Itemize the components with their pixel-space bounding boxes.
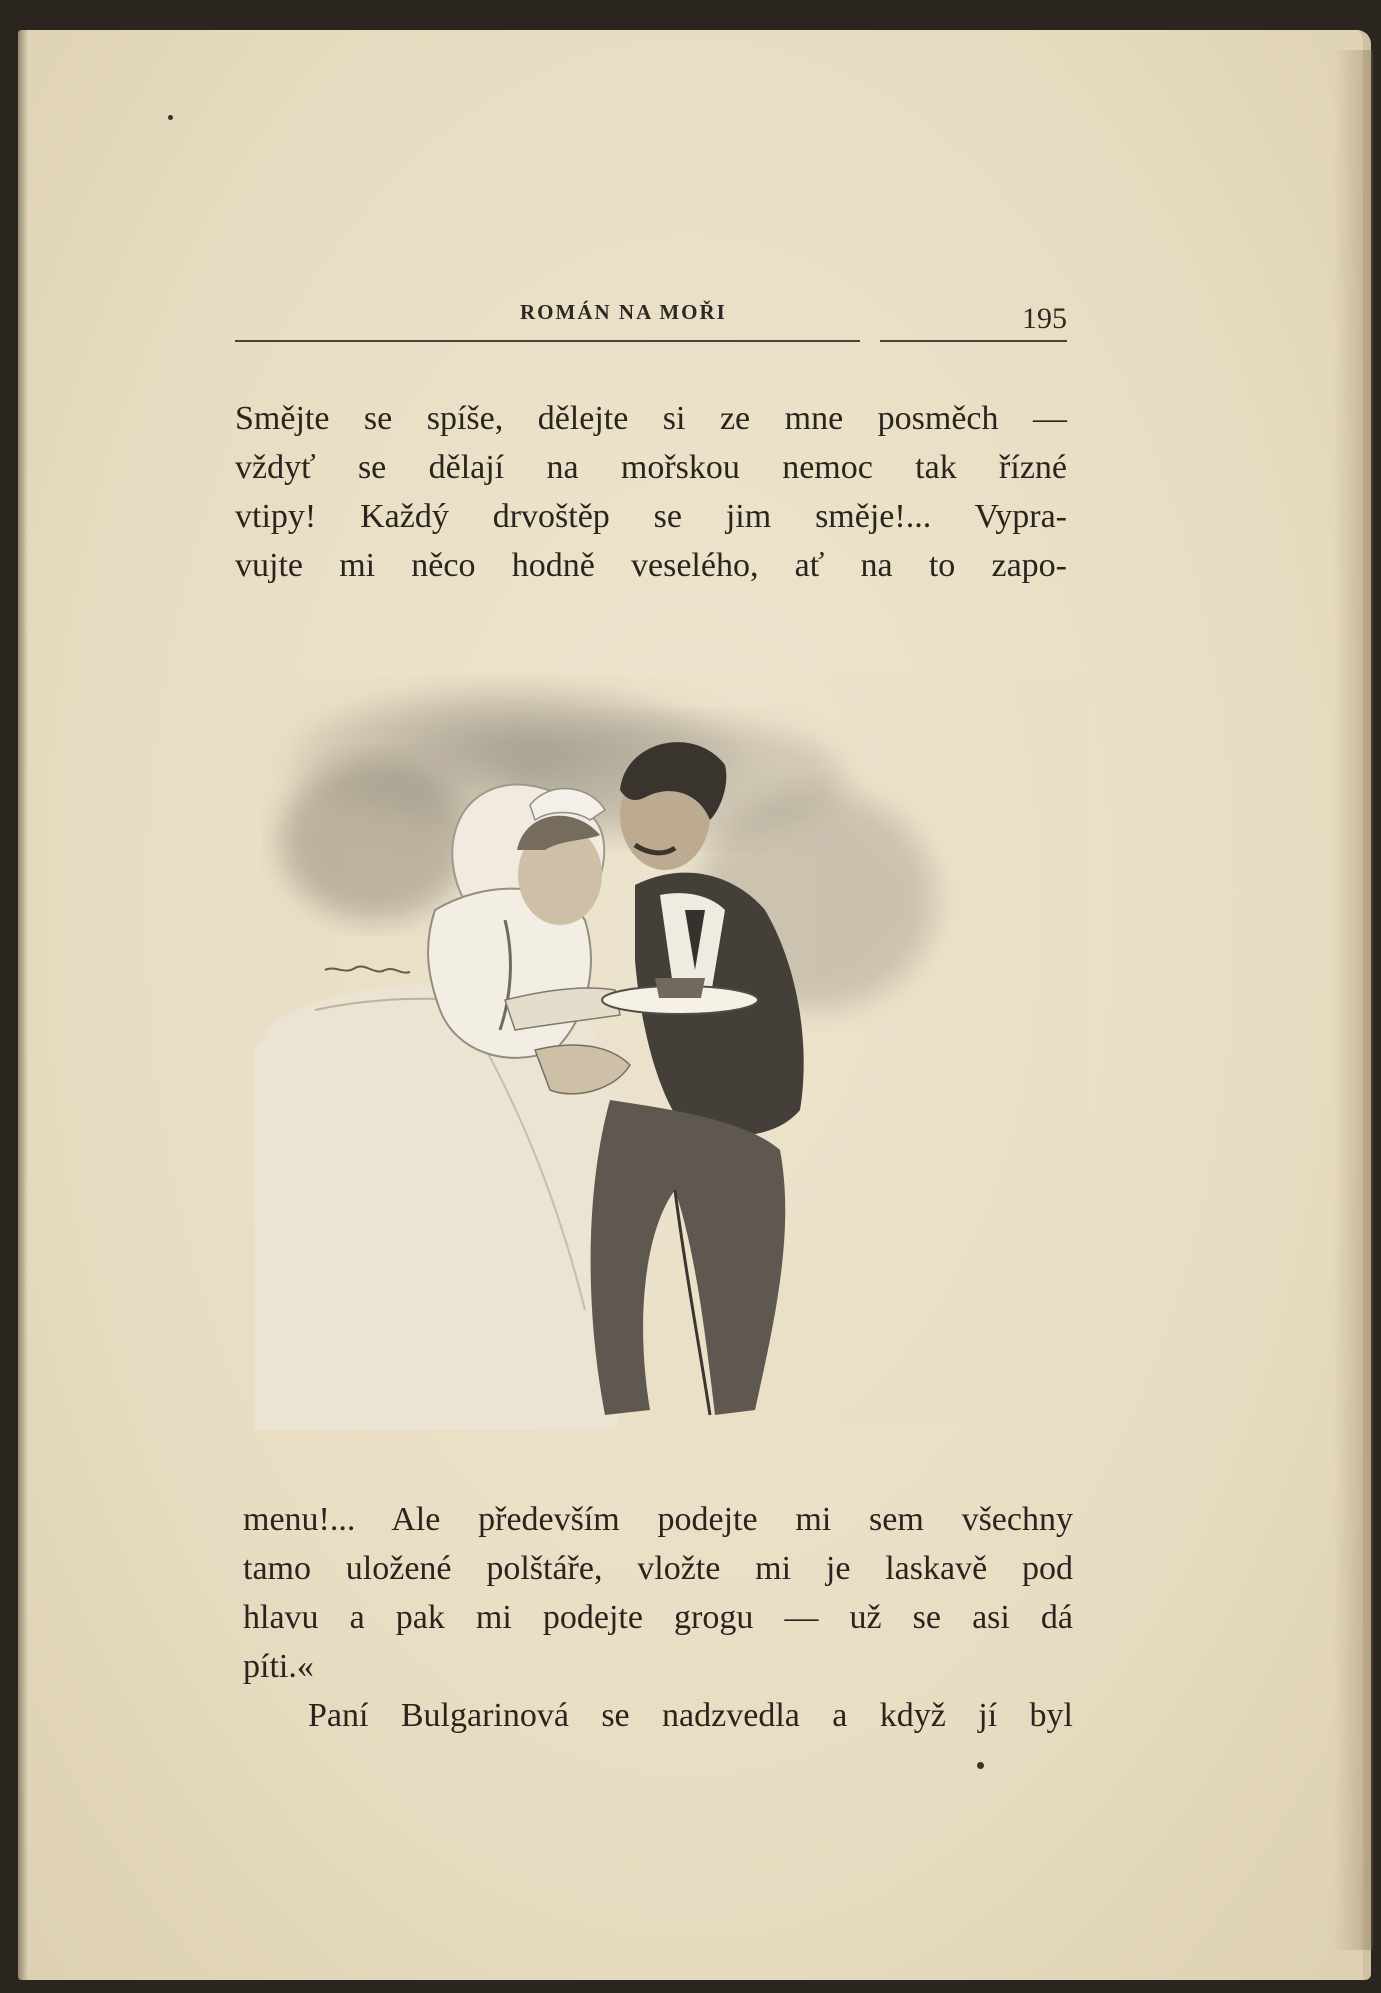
text-line: vtipy! Každý drvoštěp se jim směje!... Vypra-: [235, 498, 1067, 535]
print-speck: [168, 115, 173, 120]
page-edge-shadow: [1333, 50, 1373, 1950]
binding-edge: [18, 30, 28, 1980]
text-line: Paní Bulgarinová se nadzvedla a když jí byl: [308, 1697, 1073, 1734]
text-line: vujte mi něco hodně veselého, ať na to zapo-: [235, 547, 1067, 584]
text-line: hlavu a pak mi podejte grogu — už se asi dá: [243, 1599, 1073, 1636]
header-rule-right: [880, 340, 1067, 342]
paragraph-top: [235, 394, 1067, 590]
illustration-couple-at-bedside: [255, 670, 1095, 1430]
text-line: tamo uložené polštáře, vložte mi je laskavě pod: [243, 1550, 1073, 1587]
text-line: Smějte se spíše, dělejte si ze mne posměch —: [235, 400, 1067, 437]
text-line: menu!... Ale především podejte mi sem všechny: [243, 1501, 1073, 1538]
print-speck: [977, 1762, 984, 1769]
page-header: [235, 292, 1067, 342]
paragraph-bottom: [243, 1495, 1073, 1740]
running-title: ROMÁN NA MOŘI: [520, 300, 727, 324]
text-line: vždyť se dělají na mořskou nemoc tak řízné: [235, 449, 1067, 486]
page-number: 195: [1022, 302, 1067, 335]
text-line: píti.«: [243, 1648, 314, 1685]
header-rule-left: [235, 340, 860, 342]
